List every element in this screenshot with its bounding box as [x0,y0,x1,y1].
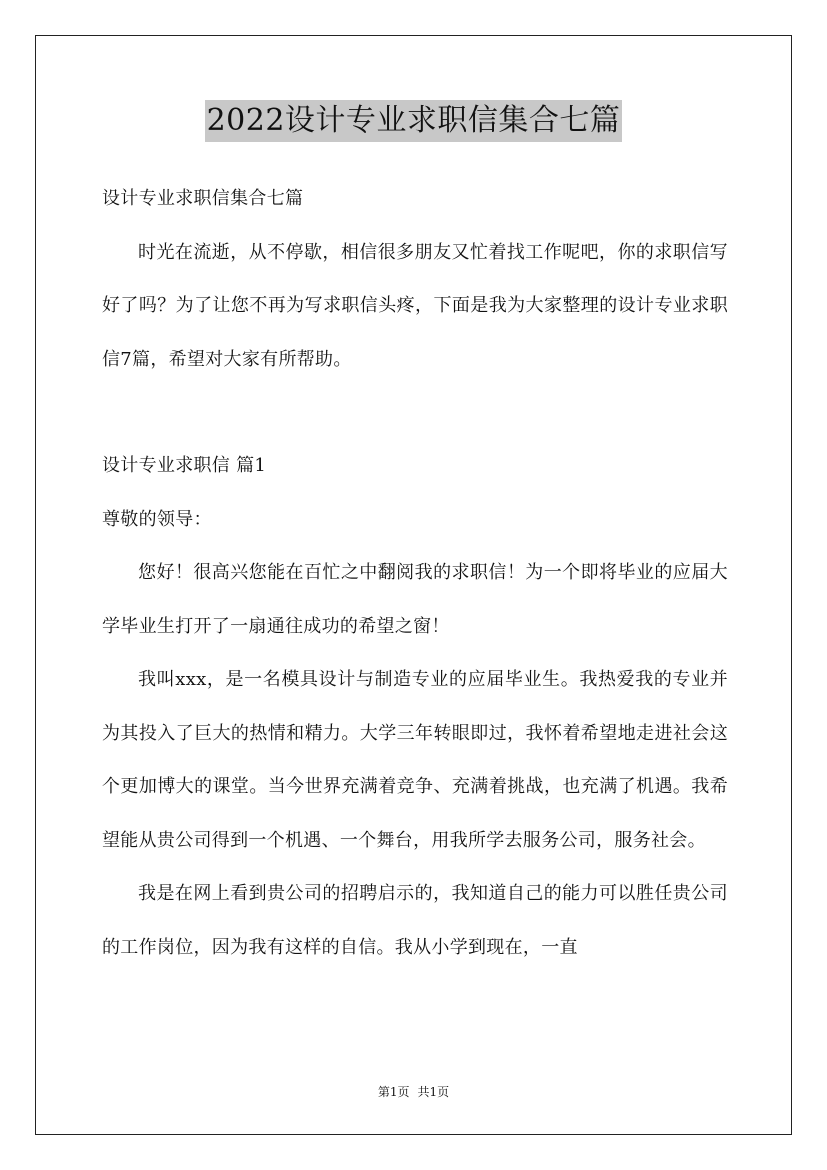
document-subtitle: 设计专业求职信集合七篇 [102,188,304,209]
salutation: 尊敬的领导： [102,508,212,530]
title-container [0,100,827,142]
body-paragraph-3: 我是在网上看到贵公司的招聘启示的，我知道自己的能力可以胜任贵公司的工作岗位，因为我有这样的自信。我从小学到现在，一直 [102,883,728,958]
paragraph-gap [102,386,728,439]
section-heading: 设计专业求职信 篇1 [102,455,267,476]
body-paragraph-1: 您好！很高兴您能在百忙之中翻阅我的求职信！为一个即将毕业的应届大学毕业生打开了一扇通往成功的希望之窗！ [102,562,728,637]
page-total: 共1页 [417,1085,450,1099]
document-title: 2022设计专业求职信集合七篇 [205,100,623,142]
page-footer [0,1082,827,1102]
intro-paragraph: 时光在流逝，从不停歇，相信很多朋友又忙着找工作呢吧，你的求职信写好了吗？为了让您不再为写求职信头疼，下面是我为大家整理的设计专业求职信7篇，希望对大家有所帮助。 [102,241,728,370]
body-paragraph-2: 我叫xxx，是一名模具设计与制造专业的应届毕业生。我热爱我的专业并为其投入了巨大的热情和精力。大学三年转眼即过，我怀着希望地走进社会这个更加博大的课堂。当今世界充满着竞争、充满着挑战，也充满了机遇。我希望能从贵公司得到一个机遇、一个舞台，用我所学去服务公司，服务社会。 [102,669,728,851]
page-number: 第1页 [377,1085,410,1099]
document-body [102,172,728,974]
